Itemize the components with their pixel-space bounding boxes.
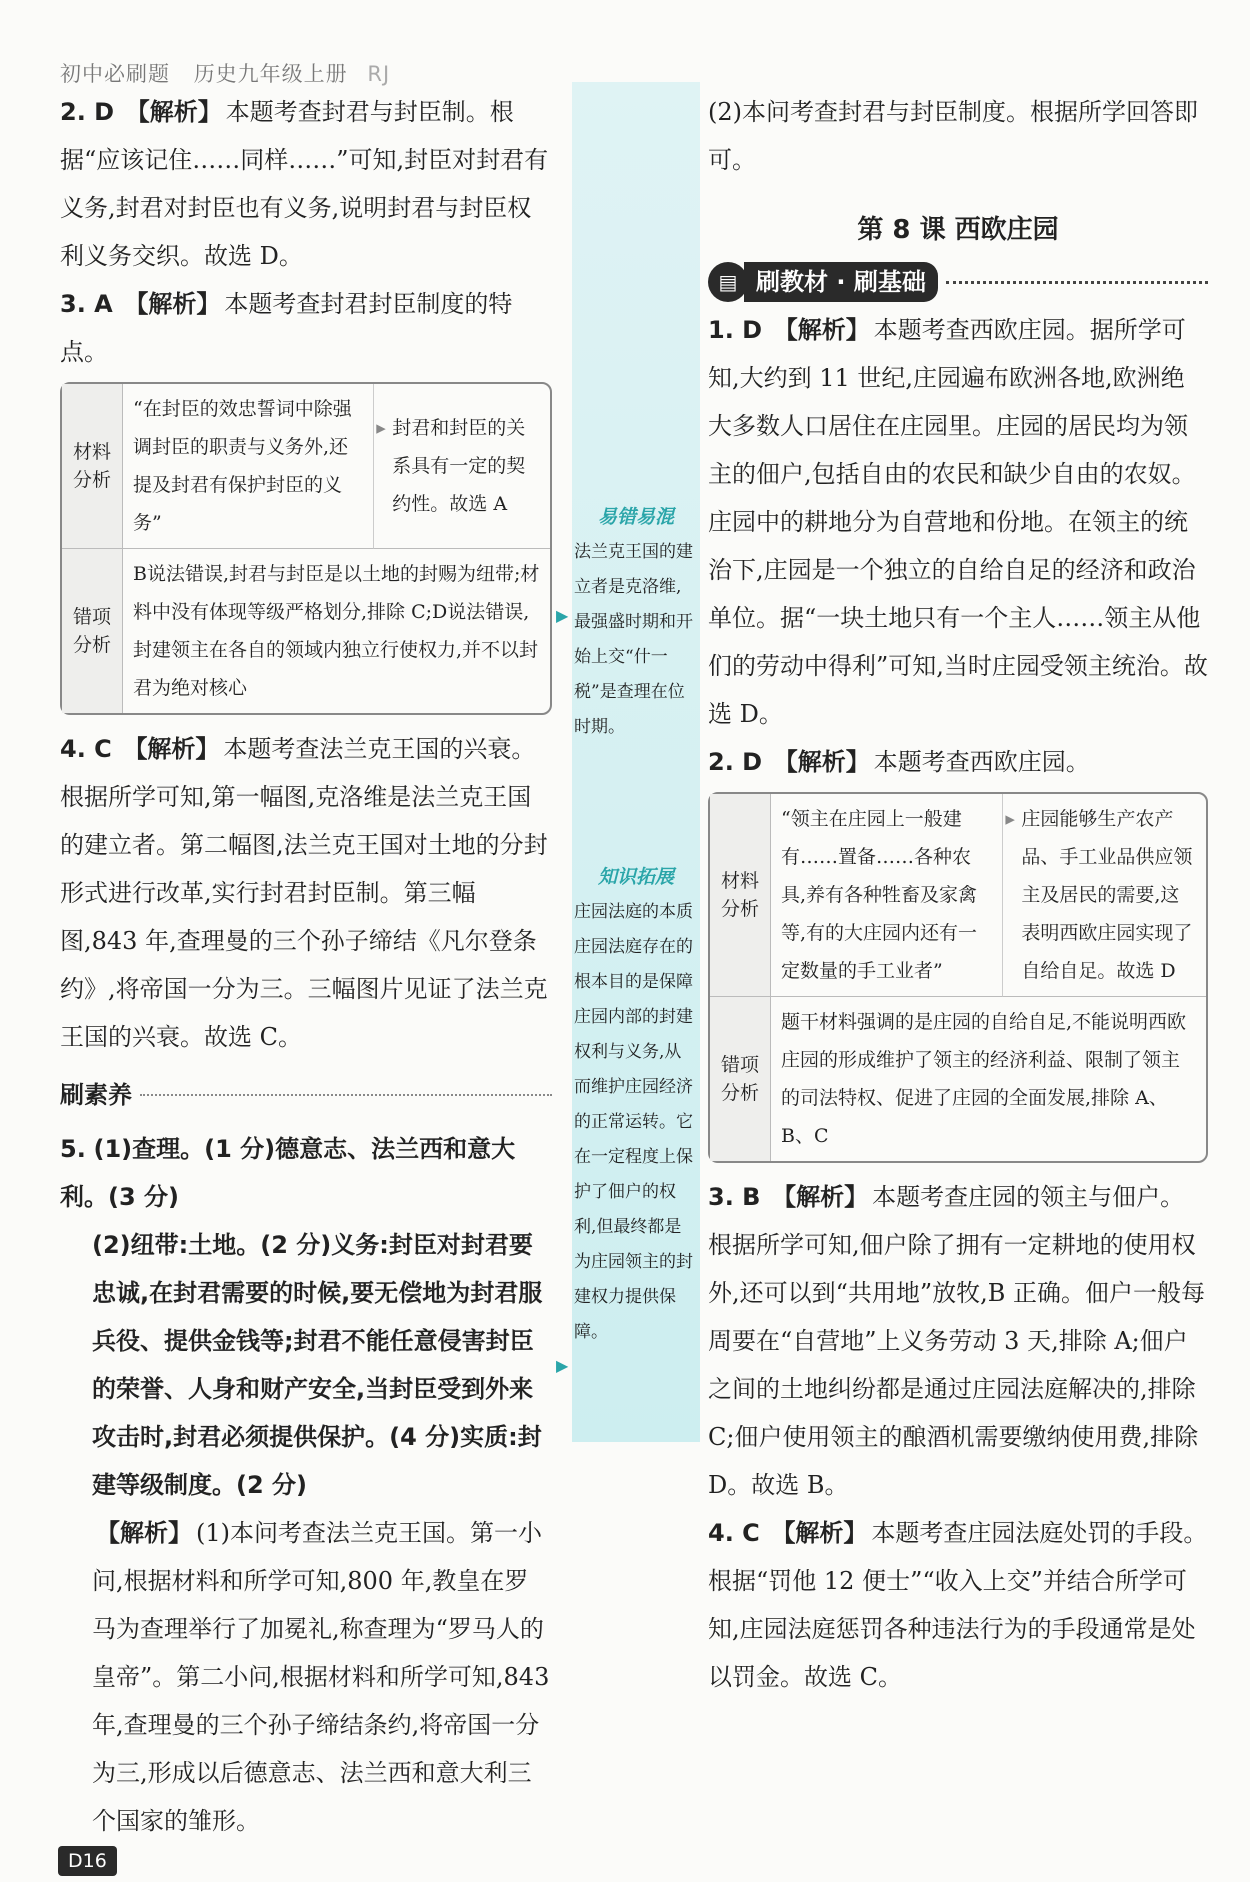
answer-text: 本题考查西欧庄园。 [873, 748, 1090, 776]
answer-q5 [60, 1125, 552, 1221]
answer-text: 本题考查封君与封臣制。根据“应该记住……同样……”可知,封臣对封君有义务,封君对封臣也有义务,说明封君与封臣权利义务交织。故选 D。 [60, 98, 549, 270]
answer-text: 本题考查封君封臣制度的特点。 [60, 290, 513, 366]
answer-number: 4. C [708, 1519, 760, 1547]
material-result: ▸ 庄园能够生产农产品、手工业品供应领主及居民的需要,这表明西欧庄园实现了自给自足。故选 D [1003, 794, 1206, 997]
answer-part2: (2)纽带:土地。(2 分)义务:封臣对封君要忠诚,在封君需要的时候,要无偿地为封君服兵役、提供金钱等;封君不能任意侵害封臣的荣誉、人身和财产安全,当封臣受到外来攻击时,封君必须提供保护。(4 分)实质:封建等级制度。(2 分) [92, 1231, 543, 1499]
page-number: D16 [58, 1846, 117, 1876]
error-analysis-label: 错项分析 [62, 549, 123, 713]
sidebar-note-text: 庄园法庭的本质 庄园法庭存在的根本目的是保障庄园内部的封建权利与义务,从而维护庄园经济的正常运转。它在一定程度上保护了佃户的权利,但最终都是为庄园领主的封建权力提供保障。 [574, 902, 693, 1342]
answer-number: 5. [60, 1135, 86, 1163]
sidebar-note-mistakes [574, 500, 698, 745]
answer-number: 1. D [708, 316, 763, 344]
analysis-text: (1)本问考查法兰克王国。第一小问,根据材料和所学可知,800 年,教皇在罗马为查理举行了加冕礼,称查理为“罗马人的皇帝”。第二小问,根据材料和所学可知,843 年,查理曼的三个孙子缔结条约,将帝国一分为三,形成以后德意志、法兰西和意大利三个国家的雏形。 [92, 1519, 550, 1835]
answer-q5-analysis [60, 1509, 552, 1845]
sidebar-note-text: 法兰克王国的建立者是克洛维,最强盛时期和开始上交“什一税”是查理在位时期。 [574, 542, 693, 737]
answer-q2 [60, 88, 552, 280]
analysis-table-q3 [60, 382, 552, 715]
answer-q3 [60, 280, 552, 376]
answer-r3 [708, 1173, 1208, 1509]
answer-r4 [708, 1509, 1208, 1701]
answer-part1: (1)查理。(1 分)德意志、法兰西和意大利。(3 分) [60, 1135, 516, 1211]
answer-r1 [708, 306, 1208, 738]
material-analysis-label: 材料分析 [710, 794, 771, 997]
answer-text: 本题考查西欧庄园。据所学可知,大约到 11 世纪,庄园遍布欧洲各地,欧洲绝大多数人口居住在庄园里。庄园的居民均为领主的佃户,包括自由的农民和缺少自由的农奴。庄园中的耕地分为自营地和份地。在领主的统治下,庄园是一个独立的自给自足的经济和政治单位。据“一块土地只有一个主人……领主从他们的劳动中得利”可知,当时庄园受领主统治。故选 D。 [708, 316, 1208, 728]
lesson-title: 第 8 课 西欧庄园 [857, 215, 1059, 245]
error-text: B说法错误,封君与封臣是以土地的封赐为纽带;材料中没有体现等级严格划分,排除 C;D说法错误,封建领主在各自的领域内独立行使权力,并不以封君为绝对核心 [133, 563, 540, 699]
analysis-tag: 【解析】 [771, 1519, 868, 1547]
book-subject: 历史九年级上册 [193, 62, 348, 86]
left-column [60, 88, 552, 1845]
analysis-tag: 【解析】 [773, 748, 870, 776]
dotted-divider [946, 281, 1208, 284]
answer-number: 2. D [60, 98, 115, 126]
answer-number: 2. D [708, 748, 763, 776]
section-jiaocai [708, 262, 1208, 302]
sidebar-note-title: 易错易混 [597, 506, 674, 528]
answer-number: 4. C [60, 735, 112, 763]
error-text: 题干材料强调的是庄园的自给自足,不能说明西欧庄园的形成维护了领主的经济利益、限制了领主的司法特权、促进了庄园的全面发展,排除 A、B、C [781, 1011, 1187, 1147]
sidebar-note-title: 知识拓展 [597, 866, 674, 888]
pointer-arrow-icon: ▶ [556, 1356, 569, 1375]
book-title: 初中必刷题 [60, 62, 170, 86]
analysis-tag: 【解析】 [773, 316, 870, 344]
material-result: ▸ 封君和封臣的关系具有一定的契约性。故选 A [374, 384, 550, 549]
book-icon: ▤ [708, 262, 748, 302]
analysis-tag: 【解析】 [125, 98, 222, 126]
answer-text: 本题考查庄园的领主与佃户。根据所学可知,佃户除了拥有一定耕地的使用权外,还可以到“共用地”放牧,B 正确。佃户一般每周要在“自营地”上义务劳动 3 天,排除 A;佃户之间的土地纠纷都是通过庄园法庭解决的,排除 C;佃户使用领主的酿酒机需要缴纳使用费,排除 D。故选 B。 [708, 1183, 1206, 1499]
material-text: “领主在庄园上一般建有……置备……各种农具,养有各种牲畜及家禽等,有的大庄园内还有一定数量的手工业者” [771, 794, 1003, 997]
analysis-table-r2 [708, 792, 1208, 1163]
answer-q5-part2: (2)本问考查封君与封臣制度。根据所学回答即可。 [708, 98, 1198, 174]
answer-q4 [60, 725, 552, 1061]
material-analysis-label: 材料分析 [62, 384, 123, 549]
page-header [60, 58, 390, 88]
right-column [708, 88, 1208, 1701]
analysis-tag: 【解析】 [124, 290, 221, 318]
answer-number: 3. B [708, 1183, 761, 1211]
analysis-tag: 【解析】 [123, 735, 220, 763]
answer-number: 3. A [60, 290, 113, 318]
section-suyang [60, 1071, 552, 1119]
material-text: “在封臣的效忠誓词中除强调封臣的职责与义务外,还提及封君有保护封臣的义务” [123, 384, 374, 549]
analysis-tag: 【解析】 [772, 1183, 869, 1211]
section-jiaocai-label: 刷教材 · 刷基础 [744, 262, 938, 302]
sidebar-note-extension [574, 860, 698, 1350]
section-suyang-label: 刷素养 [60, 1081, 132, 1109]
dotted-divider [140, 1094, 552, 1096]
book-edition: RJ [367, 62, 391, 86]
answer-text: 本题考查庄园法庭处罚的手段。根据“罚他 12 便士”“收入上交”并结合所学可知,庄园法庭惩罚各种违法行为的手段通常是处以罚金。故选 C。 [708, 1519, 1208, 1691]
answer-r2 [708, 738, 1208, 786]
pointer-arrow-icon: ▶ [556, 606, 569, 625]
answer-text: 本题考查法兰克王国的兴衰。根据所学可知,第一幅图,克洛维是法兰克王国的建立者。第二幅图,法兰克王国对土地的分封形式进行改革,实行封君封臣制。第三幅图,843 年,查理曼的三个孙子缔结《凡尔登条约》,将帝国一分为三。三幅图片见证了法兰克王国的兴衰。故选 C。 [60, 735, 548, 1051]
error-analysis-label: 错项分析 [710, 997, 771, 1161]
analysis-tag: 【解析】 [96, 1519, 192, 1547]
